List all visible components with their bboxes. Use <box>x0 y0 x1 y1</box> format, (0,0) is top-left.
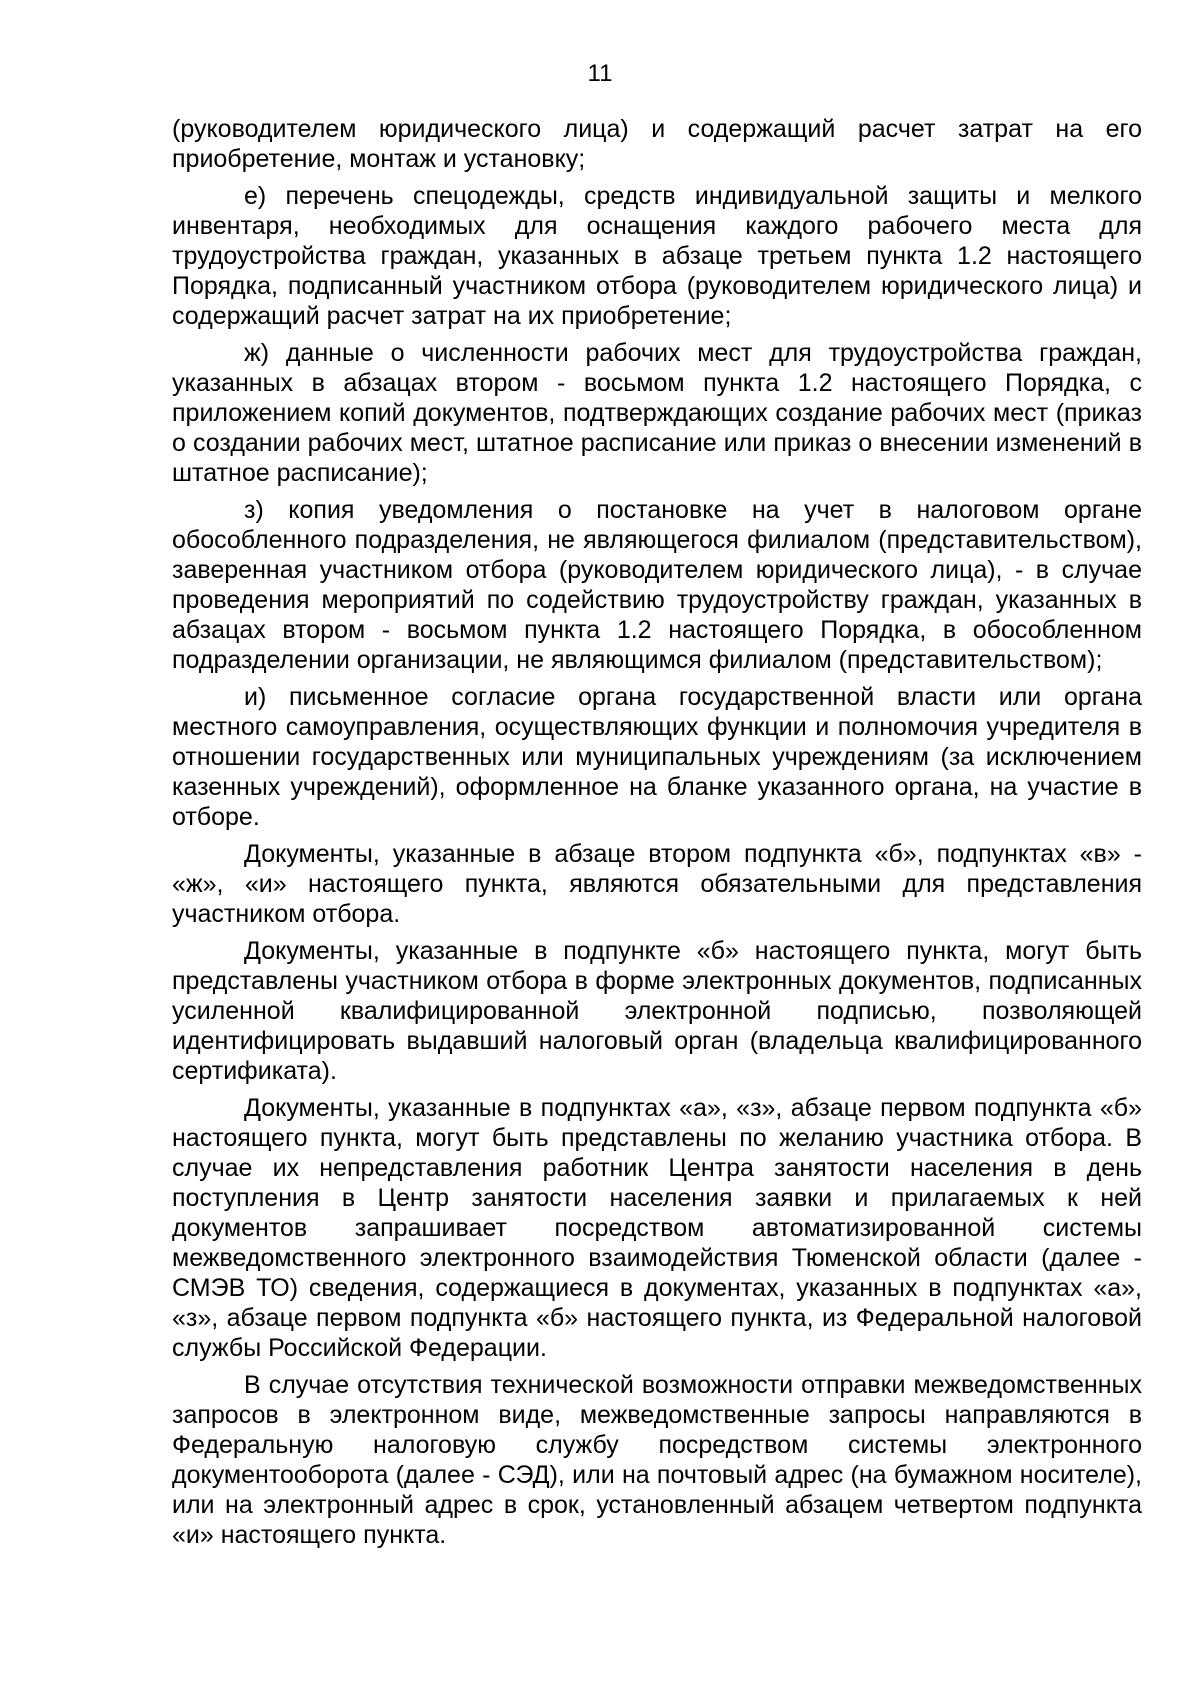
paragraph-electronic-docs: Документы, указанные в подпункте «б» настоящего пункта, могут быть представлены участником отбора в форме электронных документов, подписанных усиленной квалифицированной электронной подписью, позволяющей идентифицировать выдавший налоговый орган (владельца квалифицированного сертификата). <box>172 937 1142 1085</box>
paragraph-interagency-requests: В случае отсутствия технической возможности отправки межведомственных запросов в электронном виде, межведомственные запросы направляются в Федеральную налоговую службу посредством системы электронного документооборота (далее - СЭД), или на почтовый адрес (на бумажном носителе), или на электронный адрес в срок, установленный абзацем четвертом подпункта «и» настоящего пункта. <box>172 1371 1142 1549</box>
paragraph-continuation: (руководителем юридического лица) и содержащий расчет затрат на его приобретение, монтаж и установку; <box>172 115 1142 173</box>
paragraph-item-zh: ж) данные о численности рабочих мест для трудоустройства граждан, указанных в абзацах втором - восьмом пункта 1.2 настоящего Порядка, с приложением копий документов, подтверждающих создание рабочих мест (приказ о создании рабочих мест, штатное расписание или приказ о внесении изменений в штатное расписание); <box>172 339 1142 487</box>
document-body <box>172 114 1142 1550</box>
paragraph-item-z: з) копия уведомления о постановке на учет в налоговом органе обособленного подразделения, не являющегося филиалом (представительством), заверенная участником отбора (руководителем юридического лица), - в случае проведения мероприятий по содействию трудоустройству граждан, указанных в абзацах втором - восьмом пункта 1.2 настоящего Порядка, в обособленном подразделении организации, не являющимся филиалом (представительством); <box>172 496 1142 674</box>
page-number: 11 <box>587 60 613 87</box>
paragraph-item-e: е) перечень спецодежды, средств индивидуальной защиты и мелкого инвентаря, необходимых для оснащения каждого рабочего места для трудоустройства граждан, указанных в абзаце третьем пункта 1.2 настоящего Порядка, подписанный участником отбора (руководителем юридического лица) и содержащий расчет затрат на их приобретение; <box>172 182 1142 330</box>
paragraph-item-i: и) письменное согласие органа государственной власти или органа местного самоуправления, осуществляющих функции и полномочия учредителя в отношении государственных или муниципальных учреждениям (за исключением казенных учреждений), оформленное на бланке указанного органа, на участие в отборе. <box>172 683 1142 831</box>
paragraph-mandatory-docs: Документы, указанные в абзаце втором подпункта «б», подпунктах «в» - «ж», «и» настоящего пункта, являются обязательными для представления участником отбора. <box>172 840 1142 928</box>
paragraph-optional-docs: Документы, указанные в подпунктах «а», «з», абзаце первом подпункта «б» настоящего пункта, могут быть представлены по желанию участника отбора. В случае их непредставления работник Центра занятости населения в день поступления в Центр занятости населения заявки и прилагаемых к ней документов запрашивает посредством автоматизированной системы межведомственного электронного взаимодействия Тюменской области (далее - СМЭВ ТО) сведения, содержащиеся в документах, указанных в подпунктах «а», «з», абзаце первом подпункта «б» настоящего пункта, из Федеральной налоговой службы Российской Федерации. <box>172 1094 1142 1362</box>
